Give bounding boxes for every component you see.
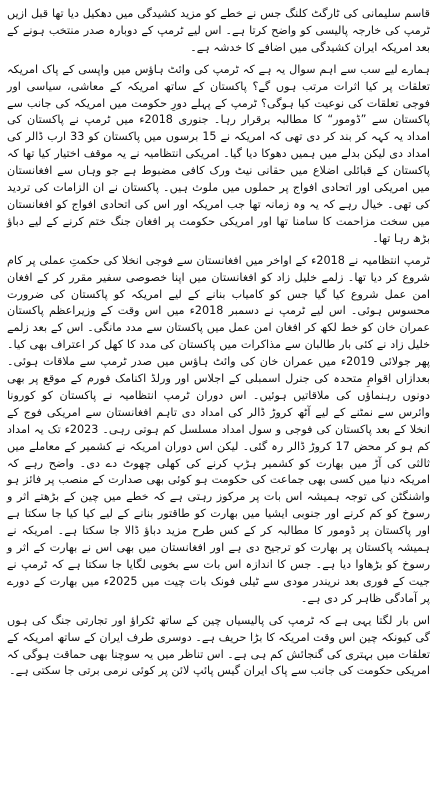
article-paragraph-1: قاسم سلیمانی کی ٹارگٹ کلنگ جس نے خطے کو مزید کشیدگی میں دھکیل دیا تھا قبل ازیں ٹرمپ کی خارجہ پالیسی کو واضح کرتا ہے۔ اس لیے ٹرمپ کے دوبارہ صدر منتخب ہونے کے بعد امریکہ ایران کشیدگی میں اضافے کا خدشہ ہے۔: [7, 7, 430, 54]
article-paragraph-4: اس بار لگتا یہی ہے کہ ٹرمپ کی پالیسیاں چین کے ساتھ ٹکراؤ اور تجارتی جنگ کی ہوں گی کیونکہ چین اس وقت امریکہ کا بڑا حریف ہے۔ دوسری طرف ایران کے ساتھ امریکہ کے تعلقات میں بہتری کی گنجائش کم ہی ہے۔ اس تناظر میں یہ سوچنا بھی حماقت ہوگی کہ امریکی حکومت کی جانب سے پاک ایران گیس پائپ لائن پر کوئی نرمی برتی جا سکتی ہے۔: [7, 613, 430, 678]
article-paragraph-2: ہمارے لیے سب سے اہم سوال یہ ہے کہ ٹرمپ کی وائٹ ہاؤس میں واپسی کے پاک امریکہ تعلقات پر کیا اثرات مرتب ہوں گے؟ پاکستان کے ساتھ امریکہ کے معاشی، سیاسی اور فوجی تعلقات کی نوعیت کیا ہوگی؟ ٹرمپ کے پہلے دورِ حکومت میں امریکہ کی جانب سے پاکستان سے ”ڈومور“ کا مطالبہ برقرار رہا۔ جنوری 2018ء میں ٹرمپ نے پاکستان کی امداد یہ کہہ کر بند کر دی تھی کہ امریکہ نے 15 برسوں میں پاکستان کو 33 ارب ڈالر کی امداد دی لیکن بدلے میں ہمیں دھوکا دیا گیا۔ امریکی انتظامیہ نے یہ موقف اختیار کیا تھا کہ پاکستان کے قبائلی اضلاع میں حقانی نیٹ ورک کافی مضبوط ہے جو وہاں سے افغانستان میں امریکی اور اتحادی افواج پر حملوں میں ملوث ہیں۔ پاکستان نے ان الزامات کی تردید کی تھی۔ خیال رہے کہ یہ وہ زمانہ تھا جب امریکہ اور اس کی اتحادی افواج کو افغانستان میں سخت مزاحمت کا سامنا تھا اور امریکی حکومت پر افغان جنگ ختم کرنے کے لیے دباؤ بڑھ رہا تھا۔: [7, 62, 430, 245]
article-paragraph-3: ٹرمپ انتظامیہ نے 2018ء کے اواخر میں افغانستان سے فوجی انخلا کی حکمتِ عملی پر کام شروع کر دیا تھا۔ زلمے خلیل زاد کو افغانستان میں اپنا خصوصی سفیر مقرر کر کے افغان امن عمل شروع کیا گیا جس کو کامیاب بنانے کے لیے امریکہ کو پاکستان کی ضرورت محسوس ہوئی۔ اس لیے ٹرمپ نے دسمبر 2018ء میں اس وقت کے وزیراعظم پاکستان عمران خان کو خط لکھ کر افغان امن عمل میں پاکستان سے مدد مانگی۔ اس کے بعد زلمے خلیل زاد نے کئی بار طالبان سے مذاکرات میں پاکستان کی مدد کا کھل کر اعتراف بھی کیا۔ پھر جولائی 2019ء میں عمران خان کی وائٹ ہاؤس میں صدر ٹرمپ سے ملاقات ہوئی۔ بعدازاں اقوامِ متحدہ کی جنرل اسمبلی کے اجلاس اور ورلڈ اکنامک فورم کے موقع پر بھی دونوں رہنماؤں کی ملاقاتیں ہوئیں۔ اس دوران ٹرمپ انتظامیہ نے پاکستان کو کورونا وائرس سے نمٹنے کے لیے آٹھ کروڑ ڈالر کی امداد دی تاہم افغانستان سے امریکی فوج کے انخلا کے بعد پاکستان کی فوجی و سول امداد مسلسل کم ہوتی رہی۔ 2023ء تک یہ امداد کم ہو کر محض 17 کروڑ ڈالر رہ گئی۔ لیکن اس دوران امریکہ نے کشمیر کے معاملے میں ثالثی کی آڑ میں بھارت کو کشمیر ہڑپ کرنے کی کھلی چھوٹ دے دی۔ واضح رہے کہ امریکہ دنیا میں کسی بھی جماعت کی حکومت ہو کوئی بھی صدارت کے منصب پر فائز ہو واشنگٹن کی توجہ ہمیشہ اس بات پر مرکوز رہتی ہے کہ خطے میں چین کے بڑھتے اثر و رسوخ کو کم کرنے اور جنوبی ایشیا میں بھارت کو طاقتور بنانے کے لیے کیا کیا جا سکتا ہے اور پاکستان پر ڈومور کا مطالبہ کر کے کس طرح مزید دباؤ ڈالا جا سکتا ہے۔ امریکہ نے ہمیشہ پاکستان پر بھارت کو ترجیح دی ہے اور افغانستان میں بھی اس نے بھارت کے اثر و رسوخ کو بڑھاوا دیا ہے۔ جس کا اندازہ اس بات سے بخوبی لگایا جا سکتا ہے کہ ٹرمپ نے جیت کے فوری بعد نریندر مودی سے ٹیلی فونک بات چیت میں 2025ء میں بھارت کے دورے پر آمادگی ظاہر کر دی ہے۔: [7, 253, 431, 605]
